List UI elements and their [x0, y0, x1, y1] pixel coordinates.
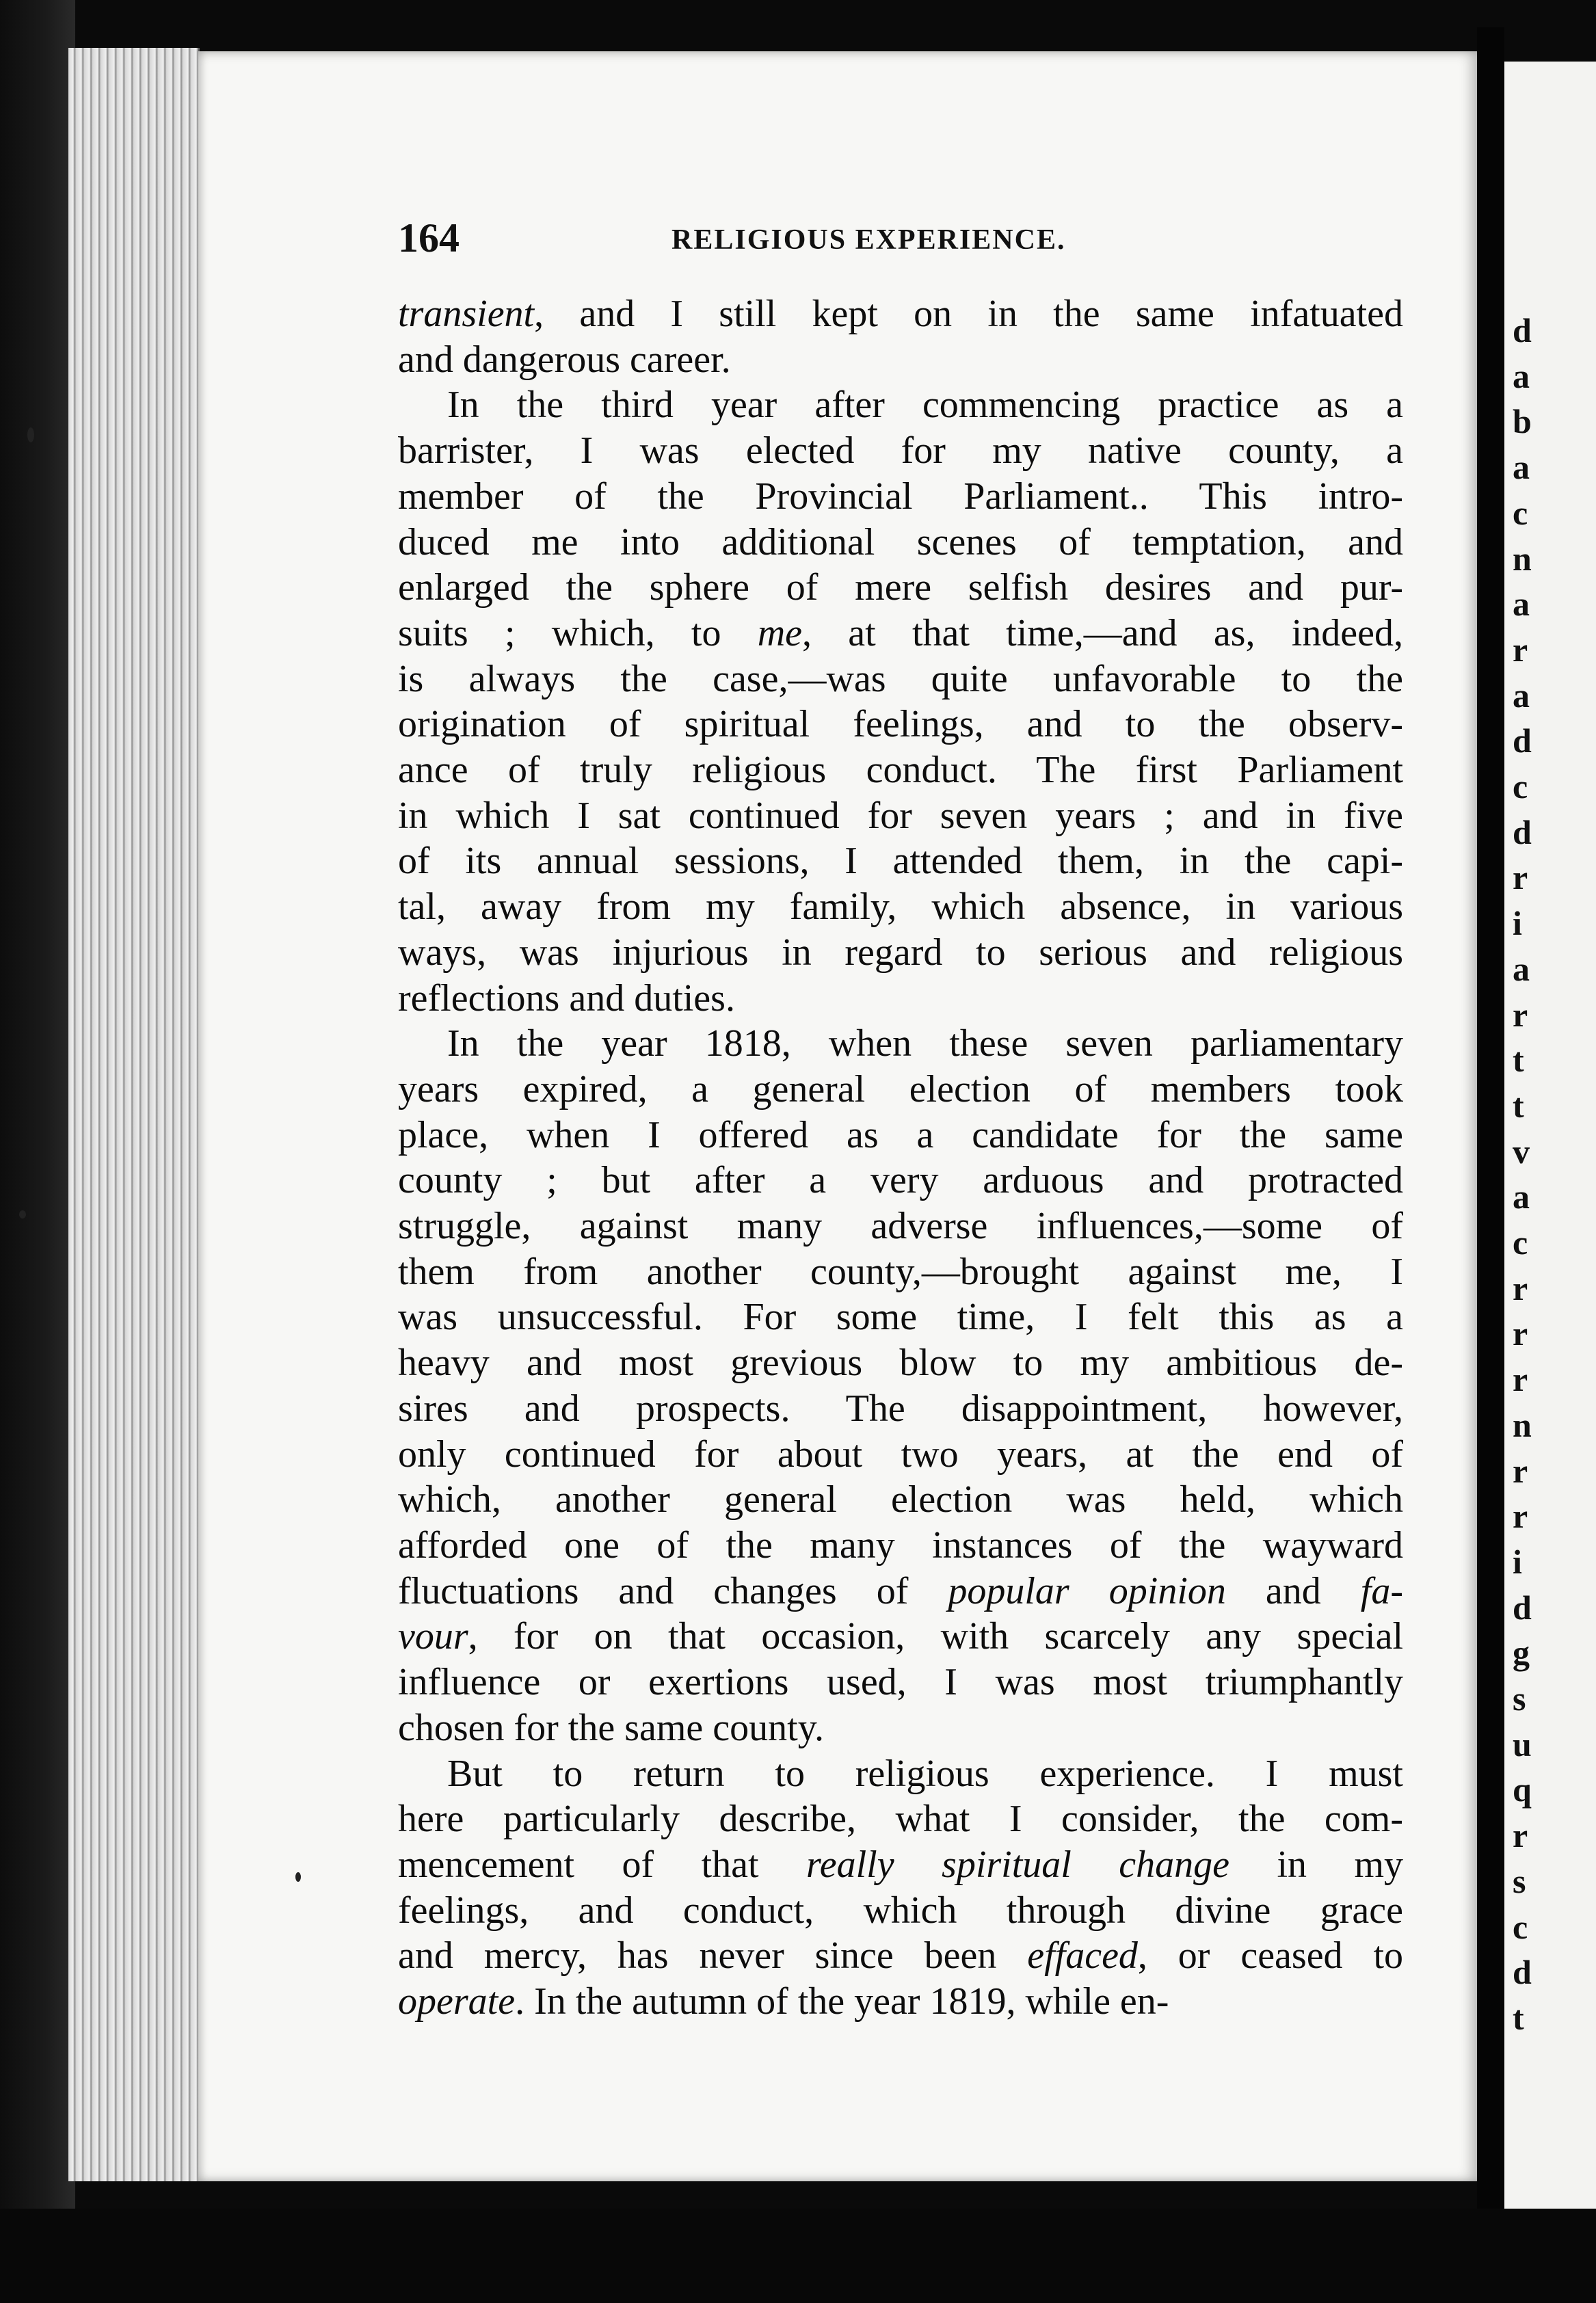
facing-page-letter: d [1513, 812, 1532, 851]
text-line [398, 1158, 1403, 1203]
scan-speck [27, 427, 34, 442]
facing-page-letter: r [1513, 995, 1528, 1034]
text-span: chosen for the same county. [398, 1706, 825, 1749]
facing-page-letter: c [1513, 767, 1528, 806]
text-span: ways, was injurious in regard to serious and religious [398, 931, 1403, 974]
facing-page-letter: s [1513, 1679, 1526, 1718]
text-line [398, 1294, 1403, 1340]
text-span: In the year 1818, when these seven parliamentary [447, 1022, 1403, 1065]
scan-speck [295, 1872, 301, 1882]
facing-page-letter: i [1513, 1542, 1522, 1581]
text-line [398, 611, 1403, 656]
facing-page-letter: r [1513, 1816, 1528, 1855]
facing-page-letter: a [1513, 448, 1530, 487]
text-line [398, 1523, 1403, 1569]
text-line [398, 838, 1403, 884]
paragraph [398, 1751, 1403, 2025]
text-span: , at that time,—and as, indeed, [802, 611, 1403, 654]
text-line [398, 1386, 1403, 1432]
italic-span: fa- [1360, 1569, 1403, 1612]
facing-page-letter: d [1513, 1588, 1532, 1627]
text-span: duced me into additional scenes of temptation, and [398, 520, 1403, 563]
italic-span: effaced [1027, 1934, 1138, 1978]
facing-page-letter: d [1513, 1953, 1532, 1992]
text-span: and dangerous career. [398, 338, 731, 381]
text-line [398, 337, 1403, 383]
text-span: is always the case,—was quite unfavorable to the [398, 657, 1403, 700]
text-line [398, 1113, 1403, 1158]
text-line [398, 291, 1403, 337]
facing-page-letter: a [1513, 676, 1530, 715]
book-left-edge [0, 0, 75, 2303]
text-span: mencement of that [398, 1843, 807, 1886]
page-number: 164 [398, 215, 460, 261]
italic-span: transient [398, 293, 535, 335]
text-span: struggle, against many adverse influences,—some of [398, 1205, 1403, 1248]
text-span: suits ; which, to [398, 611, 758, 654]
facing-page-letter: b [1513, 402, 1532, 441]
text-line [398, 1614, 1403, 1660]
facing-page-letter: q [1513, 1770, 1532, 1809]
italic-span: vour [398, 1615, 468, 1658]
italic-span: popular opinion [948, 1569, 1226, 1612]
text-span: in which I sat continued for seven years ; and in five [398, 794, 1403, 837]
text-span: barrister, I was elected for my native county, a [398, 429, 1403, 472]
facing-page-letter: d [1513, 311, 1532, 349]
facing-page-letter: r [1513, 1268, 1528, 1307]
page-stack-edge [68, 48, 200, 2181]
text-line [398, 1751, 1403, 1797]
text-line [398, 1979, 1403, 2025]
text-span: reflections and duties. [398, 976, 735, 1020]
text-span: enlarged the sphere of mere selfish desires and pur- [398, 566, 1403, 609]
text-line [398, 1705, 1403, 1751]
facing-page-letter: n [1513, 539, 1532, 578]
text-line [398, 1249, 1403, 1295]
text-span: origination of spiritual feelings, and to the observ- [398, 703, 1403, 746]
facing-page-letter: s [1513, 1861, 1526, 1900]
running-title: RELIGIOUS EXPERIENCE. [671, 224, 1066, 256]
running-head [398, 211, 1403, 265]
text-line [398, 565, 1403, 611]
text-span: . In the autumn of the year 1819, while en- [515, 1980, 1169, 2023]
text-line [398, 1203, 1403, 1249]
text-line [398, 1432, 1403, 1478]
text-line [398, 1340, 1403, 1386]
text-span: feelings, and conduct, which through divine grace [398, 1889, 1403, 1932]
facing-page-letter: c [1513, 493, 1528, 532]
text-line [398, 747, 1403, 793]
text-line [398, 976, 1403, 1022]
text-line [398, 1933, 1403, 1979]
text-span: But to return to religious experience. I must [447, 1752, 1403, 1795]
text-span: was unsuccessful. For some time, I felt this as a [398, 1296, 1403, 1339]
facing-page-letter: g [1513, 1634, 1530, 1673]
facing-page-letter: r [1513, 1360, 1528, 1399]
facing-page-letter: t [1513, 1086, 1524, 1125]
facing-page-letter: i [1513, 904, 1522, 943]
book-gutter [1477, 27, 1504, 2215]
facing-page-letter: r [1513, 1451, 1528, 1490]
text-span: here particularly describe, what I consider, the com- [398, 1798, 1403, 1841]
text-span: only continued for about two years, at the end of [398, 1433, 1403, 1476]
text-span: , for on that occasion, with scarcely any special [468, 1615, 1403, 1658]
facing-page-letter: d [1513, 721, 1532, 760]
text-span: , and I still kept on in the same infatuated [534, 293, 1403, 335]
text-span: sires and prospects. The disappointment, however, [398, 1387, 1403, 1430]
facing-page-letter: t [1513, 1041, 1524, 1080]
text-line [398, 702, 1403, 747]
facing-page-letter: c [1513, 1907, 1528, 1946]
facing-page-letter: r [1513, 858, 1528, 897]
text-span: heavy and most grevious blow to my ambitious de- [398, 1342, 1403, 1385]
text-span: them from another county,—brought against me, I [398, 1250, 1403, 1293]
text-span: tal, away from my family, which absence, in various [398, 886, 1403, 929]
paragraph [398, 382, 1403, 1021]
paragraph [398, 1021, 1403, 1750]
facing-page-letter: a [1513, 585, 1530, 624]
text-span: , or ceased to [1137, 1934, 1403, 1978]
text-line [398, 793, 1403, 839]
text-span: In the third year after commencing practice as a [447, 384, 1403, 427]
text-span: ance of truly religious conduct. The first Parliament [398, 749, 1403, 792]
text-line [398, 382, 1403, 428]
text-line [398, 1796, 1403, 1842]
facing-page-letter: t [1513, 1998, 1524, 2037]
text-line [398, 884, 1403, 930]
facing-page-letter: a [1513, 356, 1530, 395]
facing-page-letter: c [1513, 1223, 1528, 1262]
text-line [398, 1569, 1403, 1614]
facing-page-letter: a [1513, 949, 1530, 988]
text-span: years expired, a general election of members took [398, 1067, 1403, 1110]
text-line [398, 428, 1403, 474]
facing-page-letter: a [1513, 1177, 1530, 1216]
text-span: afforded one of the many instances of the wayward [398, 1523, 1403, 1567]
scan-speck [19, 1210, 26, 1219]
text-line [398, 1067, 1403, 1113]
text-span: county ; but after a very arduous and protracted [398, 1159, 1403, 1202]
facing-page-letter: v [1513, 1132, 1530, 1171]
italic-span: really spiritual change [806, 1843, 1230, 1886]
text-line [398, 1888, 1403, 1934]
scan-bottom-border [0, 2209, 1596, 2303]
italic-span: operate [398, 1980, 516, 2023]
facing-page-letter: r [1513, 630, 1528, 669]
facing-page-letter: r [1513, 1314, 1528, 1353]
text-span: member of the Provincial Parliament.. This intro- [398, 475, 1403, 518]
text-span: in my [1229, 1843, 1403, 1886]
text-line [398, 474, 1403, 520]
text-span: of its annual sessions, I attended them, in the capi- [398, 840, 1403, 883]
paragraph [398, 291, 1403, 382]
italic-span: me [757, 611, 803, 654]
text-line [398, 1021, 1403, 1067]
text-line [398, 1660, 1403, 1705]
text-line [398, 1477, 1403, 1523]
text-span: and [1225, 1569, 1361, 1612]
text-line [398, 656, 1403, 702]
facing-page-letter: r [1513, 1497, 1528, 1536]
text-span: place, when I offered as a candidate for the same [398, 1113, 1403, 1156]
text-line [398, 520, 1403, 565]
facing-page-letter: n [1513, 1405, 1532, 1444]
text-line [398, 1842, 1403, 1888]
text-span: influence or exertions used, I was most triumphantly [398, 1661, 1403, 1704]
text-span: which, another general election was held, which [398, 1478, 1403, 1521]
text-span: fluctuations and changes of [398, 1569, 948, 1612]
text-line [398, 930, 1403, 976]
text-span: and mercy, has never since been [398, 1934, 1028, 1978]
facing-page-edge [1504, 62, 1596, 2209]
body-text [398, 291, 1403, 2025]
facing-page-letter: u [1513, 1725, 1532, 1763]
